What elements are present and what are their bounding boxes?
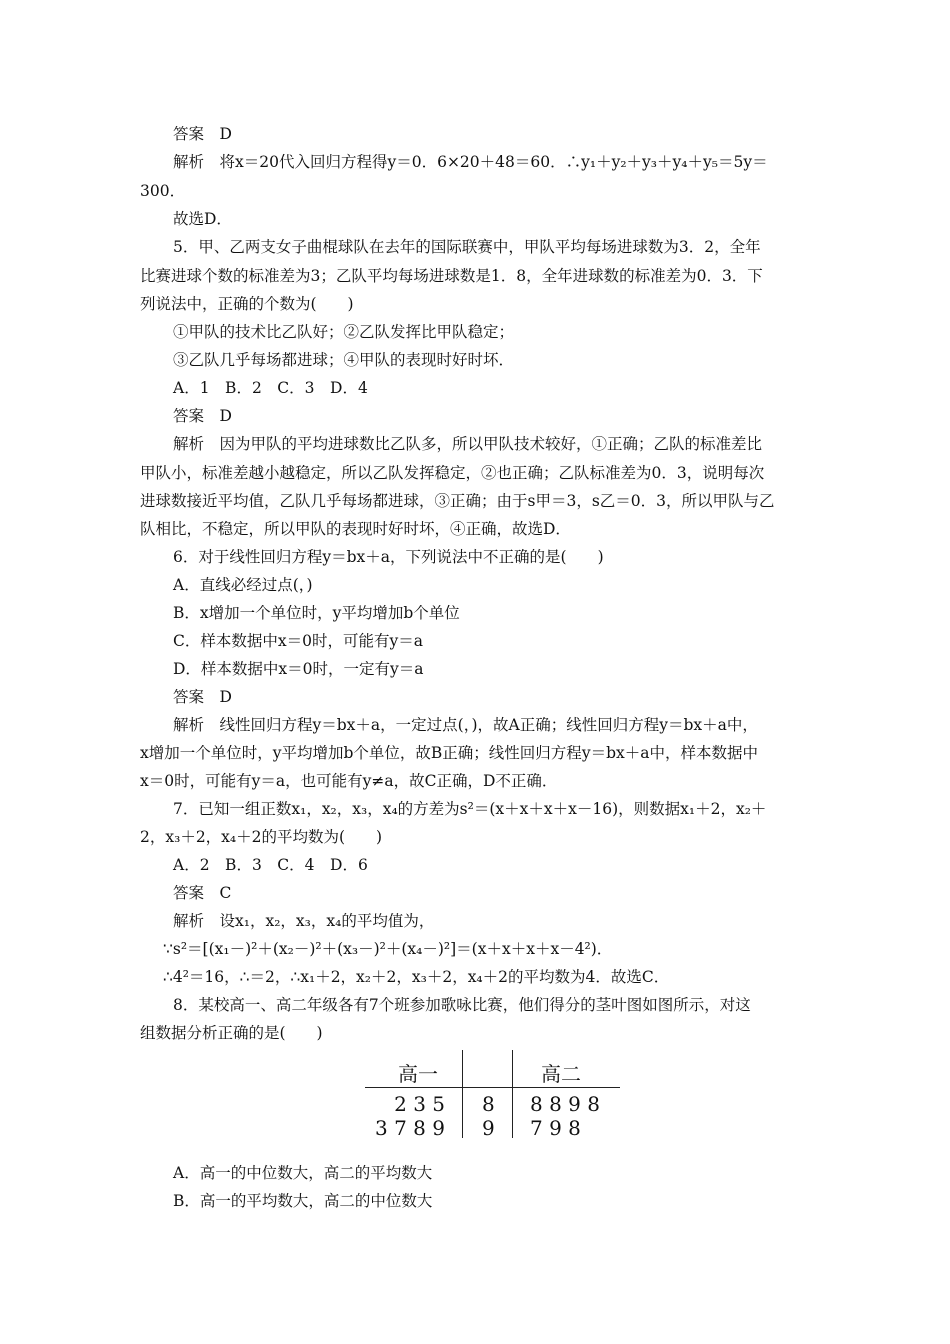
analysis-7-line3: ∴4²＝16，∴＝2，∴x₁＋2，x₂＋2，x₃＋2，x₄＋2的平均数为4．故选C． [163,968,670,986]
question-8: 8．某校高一、高二年级各有7个班参加歌咏比赛，他们得分的茎叶图如图所示，对这 [173,996,751,1014]
analysis-5-line4: 队相比，不稳定，所以甲队的表现时好时坏，④正确，故选D． [140,520,571,538]
question-6-option-a: A．直线必经过点(，) [173,576,313,594]
answer-5: 答案 D [173,407,232,425]
analysis-4-cont: 300． [140,182,186,200]
question-6-option-d: D．样本数据中x＝0时，一定有y＝a [173,660,424,678]
analysis-5: 解析 因为甲队的平均进球数比乙队多，所以甲队技术较好，①正确；乙队的标准差比 [173,435,763,453]
row-1-right-leaves: 8 8 9 8 [530,1092,600,1116]
analysis-5-line3: 进球数接近平均值，乙队几乎每场都进球，③正确；由于s甲＝3，s乙＝0．3，所以甲队与乙 [140,492,775,510]
answer-4: 答案 D [173,125,232,143]
analysis-4-end: 故选D． [173,210,232,228]
question-8-option-a: A．高一的中位数大，高二的平均数大 [173,1164,433,1182]
question-5-statements-2: ③乙队几乎每场都进球；④甲队的表现时好时坏． [173,351,515,369]
question-8-option-b: B．高一的平均数大，高二的中位数大 [173,1192,433,1210]
question-5-line3: 列说法中，正确的个数为( ) [140,295,354,313]
analysis-6-line2: x增加一个单位时，y平均增加b个单位，故B正确；线性回归方程y＝bx＋a中，样本数据中 [140,744,758,762]
question-6-option-b: B．x增加一个单位时，y平均增加b个单位 [173,604,460,622]
question-5-options: A．1 B．2 C．3 D．4 [173,379,368,397]
analysis-6-line3: x＝0时，可能有y＝a，也可能有y≠a，故C正确，D不正确． [140,772,558,790]
left-header: 高一 [398,1062,438,1086]
question-5: 5．甲、乙两支女子曲棍球队在去年的国际联赛中，甲队平均每场进球数为3．2，全年 [173,238,761,256]
question-7-line2: 2，x₃＋2，x₄＋2的平均数为( ) [140,828,383,846]
question-7-options: A．2 B．3 C．4 D．6 [173,856,368,874]
right-divider [512,1050,513,1138]
question-6: 6．对于线性回归方程y＝bx＋a，下列说法中不正确的是( ) [173,548,604,566]
row-2-right-leaves: 7 9 8 [530,1116,581,1140]
analysis-6: 解析 线性回归方程y＝bx＋a，一定过点(，)，故A正确；线性回归方程y＝bx＋a中， [173,716,758,734]
row-2-left-leaves: 3 7 8 9 [375,1116,445,1140]
row-1-stem: 8 [482,1092,495,1116]
row-1-left-leaves: 2 3 5 [394,1092,445,1116]
question-7: 7．已知一组正数x₁，x₂，x₃，x₄的方差为s²＝(x＋x＋x＋x－16)，则数据x₁＋2，x₂＋ [173,800,767,818]
analysis-5-line2: 甲队小，标准差越小越稳定，所以乙队发挥稳定，②也正确；乙队标准差为0．3，说明每次 [140,464,765,482]
question-8-line2: 组数据分析正确的是( ) [140,1024,323,1042]
question-5-statements-1: ①甲队的技术比乙队好；②乙队发挥比甲队稳定； [173,323,515,341]
question-5-line2: 比赛进球个数的标准差为3；乙队平均每场进球数是1．8，全年进球数的标准差为0．3．下 [140,267,763,285]
right-header: 高二 [541,1062,581,1086]
answer-6: 答案 D [173,688,232,706]
row-2-stem: 9 [482,1116,495,1140]
analysis-7: 解析 设x₁，x₂，x₃，x₄的平均值为， [173,912,435,930]
analysis-7-line2: ∵s²＝[(x₁－)²＋(x₂－)²＋(x₃－)²＋(x₄－)²]＝(x＋x＋x＋x－4²)． [163,940,613,958]
stem-leaf-plot [365,1050,623,1145]
header-divider [365,1087,620,1088]
analysis-4: 解析 将x＝20代入回归方程得y＝0．6×20＋48＝60．∴y₁＋y₂＋y₃＋y₄＋y₅＝5y＝ [173,153,768,171]
left-divider [462,1050,463,1138]
question-6-option-c: C．样本数据中x＝0时，可能有y＝a [173,632,423,650]
answer-7: 答案 C [173,884,232,902]
